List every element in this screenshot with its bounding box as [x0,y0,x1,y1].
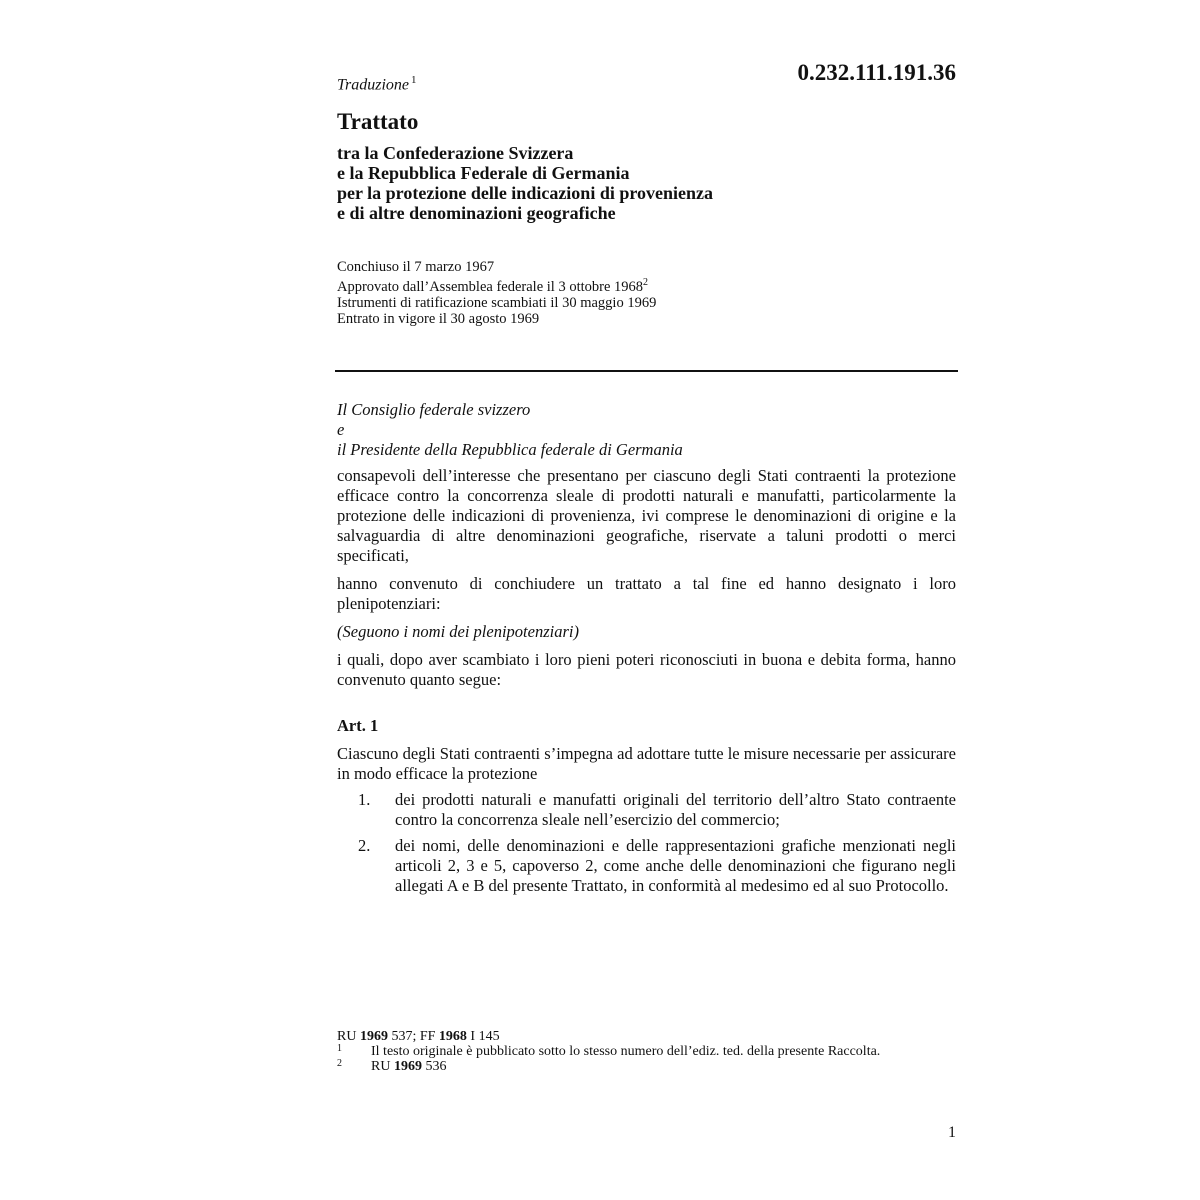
footnote-1 [337,1044,897,1059]
subtitle-line: e di altre denominazioni geografiche [337,203,616,223]
preamble-party-2: il Presidente della Repubblica federale di Germania [337,440,683,459]
date-ratification: Istrumenti di ratificazione scambiati il 30 maggio 1969 [337,294,657,311]
preamble-party-1: Il Consiglio federale svizzero [337,400,531,419]
footnote-mark: 1 [337,1043,342,1054]
ref-year: 1968 [438,1029,467,1044]
translation-text: Traduzione [337,76,410,94]
footnote-ref-1: 1 [411,74,417,86]
document-body [337,400,956,896]
preamble-paragraph: hanno convenuto di conchiudere un trattato a tal fine ed hanno designato i loro plenipotenziari: [337,574,956,613]
subtitle-line: tra la Confederazione Svizzera [337,143,574,163]
article-intro: Ciascuno degli Stati contraenti s’impegna ad adottare tutte le misure necessarie per assicurare in modo efficace la protezione [337,744,956,783]
sr-number: 0.232.111.191.36 [797,60,956,85]
footnote-text: Il testo originale è pubblicato sotto lo stesso numero dell’ediz. ted. della presente Raccolta. [371,1044,881,1059]
article-heading: Art. 1 [337,716,379,735]
footnote-text: 536 [425,1059,447,1074]
footnote-text: RU [371,1059,391,1074]
translation-label [337,74,417,94]
subtitle-line: per la protezione delle indicazioni di provenienza [337,183,713,203]
document-title: Trattato [337,109,419,134]
ref-text: RU [337,1029,357,1044]
list-item-text: dei prodotti naturali e manufatti originali del territorio dell’altro Stato contraente contro la concorrenza sleale nell’esercizio del commercio; [395,790,956,829]
ref-text: 537; FF [391,1029,436,1044]
date-approved: Approvato dall’Assemblea federale il 3 ottobre 1968 [337,278,644,295]
document-subtitle [337,143,713,223]
list-item-text: dei nomi, delle denominazioni e delle rappresentazioni grafiche menzionati negli articoli 2, 3 e 5, capoverso 2, come anche delle denominazioni che figurano negli allegati A e B del presente Trattato, in conformità al medesimo ed al suo Protocollo. [395,836,956,895]
horizontal-rule [335,370,958,372]
footnote-2 [337,1059,897,1074]
list-item [337,790,956,830]
date-in-force: Entrato in vigore il 30 agosto 1969 [337,310,540,327]
list-item-number: 1. [358,790,371,809]
list-item-number: 2. [358,836,371,855]
ref-year: 1969 [359,1029,388,1044]
footnotes [337,1029,897,1074]
preamble-paragraph: consapevoli dell’interesse che presentano per ciascuno degli Stati contraenti la protezione efficace contro la concorrenza sleale di prodotti naturali e manufatti, particolarmente la protezione delle indicazioni di provenienza, ivi comprese le denominazioni di origine e la salvaguardia di altre denominazioni geografiche, riservate a taluni prodotti o merci specificati, [337,466,956,565]
date-concluded: Conchiuso il 7 marzo 1967 [337,259,495,275]
preamble-paragraph: i quali, dopo aver scambiato i loro pieni poteri riconosciuti in buona e debita forma, hanno convenuto quanto segue: [337,650,956,689]
preamble-conjunction: e [337,420,345,439]
page-number: 1 [948,1124,956,1141]
subtitle-line: e la Repubblica Federale di Germania [337,163,630,183]
footnote-year: 1969 [393,1059,422,1074]
footnote-ref-2: 2 [643,277,649,288]
ref-text: I 145 [470,1029,500,1044]
list-item [337,836,956,896]
treaty-dates [337,259,656,327]
footnote-mark: 2 [337,1058,342,1069]
publication-reference [337,1029,897,1044]
plenipotentiaries-note: (Seguono i nomi dei plenipotenziari) [337,622,579,641]
date-approved-line [337,275,656,295]
